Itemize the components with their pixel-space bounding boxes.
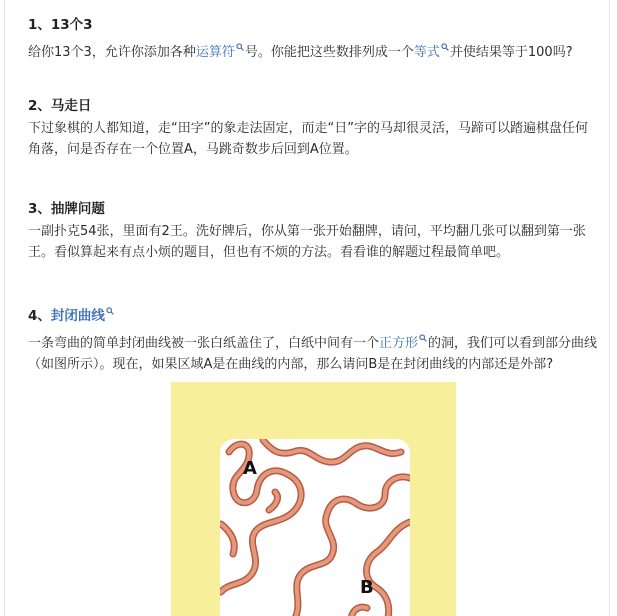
problem-section-1 — [28, 16, 598, 63]
text-run: 并使结果等于100吗? — [449, 45, 573, 60]
problem-title-2: 2、马走日 — [28, 98, 92, 114]
search-icon[interactable] — [106, 302, 114, 320]
problem-text-4 — [28, 328, 598, 375]
search-icon[interactable] — [236, 37, 244, 58]
problem-text-1 — [28, 37, 598, 63]
keyword-link-operator[interactable]: 运算符 — [195, 45, 235, 60]
region-label-a: A — [243, 458, 257, 479]
text-run: 给你13个3，允许你添加各种 — [28, 45, 196, 60]
closed-curve-illustration — [171, 382, 456, 616]
problem-section-3 — [28, 200, 598, 263]
problem-text-3: 一副扑克54张，里面有2王。洗好牌后，你从第一张开始翻牌，请问，平均翻几张可以翻到第一张王。看似算起来有点小烦的题目，但也有不烦的方法。看看谁的解题过程最简单吧。 — [28, 224, 586, 260]
problem-title-3: 3、抽牌问题 — [28, 201, 105, 217]
text-run: 的洞，我们可以看到部分曲线（如图所示）。现在，如果区域A是在曲线的内部，那么请问B是在封闭曲线的内部还是外部? — [28, 336, 598, 372]
search-icon[interactable] — [441, 37, 449, 58]
text-run: 号。你能把这些数排列成一个 — [244, 45, 414, 60]
problem-title-1: 1、13个3 — [28, 17, 93, 33]
problem-section-2 — [28, 97, 598, 160]
region-label-b: B — [360, 577, 374, 598]
problem-title-4 — [28, 302, 598, 325]
text-run: 一条弯曲的简单封闭曲线被一张白纸盖住了，白纸中间有一个 — [28, 336, 380, 351]
problem-text-2: 下过象棋的人都知道，走“田字”的象走法固定，而走“日”字的马却很灵活，马蹄可以踏遍棋盘任何角落，问是否存在一个位置A，马跳奇数步后回到A位置。 — [28, 121, 588, 157]
keyword-link-closed-curve[interactable]: 封闭曲线 — [50, 308, 105, 324]
title-prefix: 4、 — [28, 308, 51, 324]
keyword-link-equation[interactable]: 等式 — [413, 45, 440, 60]
problem-section-4 — [28, 302, 598, 375]
keyword-link-square[interactable]: 正方形 — [379, 336, 419, 351]
search-icon[interactable] — [419, 328, 427, 349]
closed-curve-figure — [171, 382, 456, 616]
